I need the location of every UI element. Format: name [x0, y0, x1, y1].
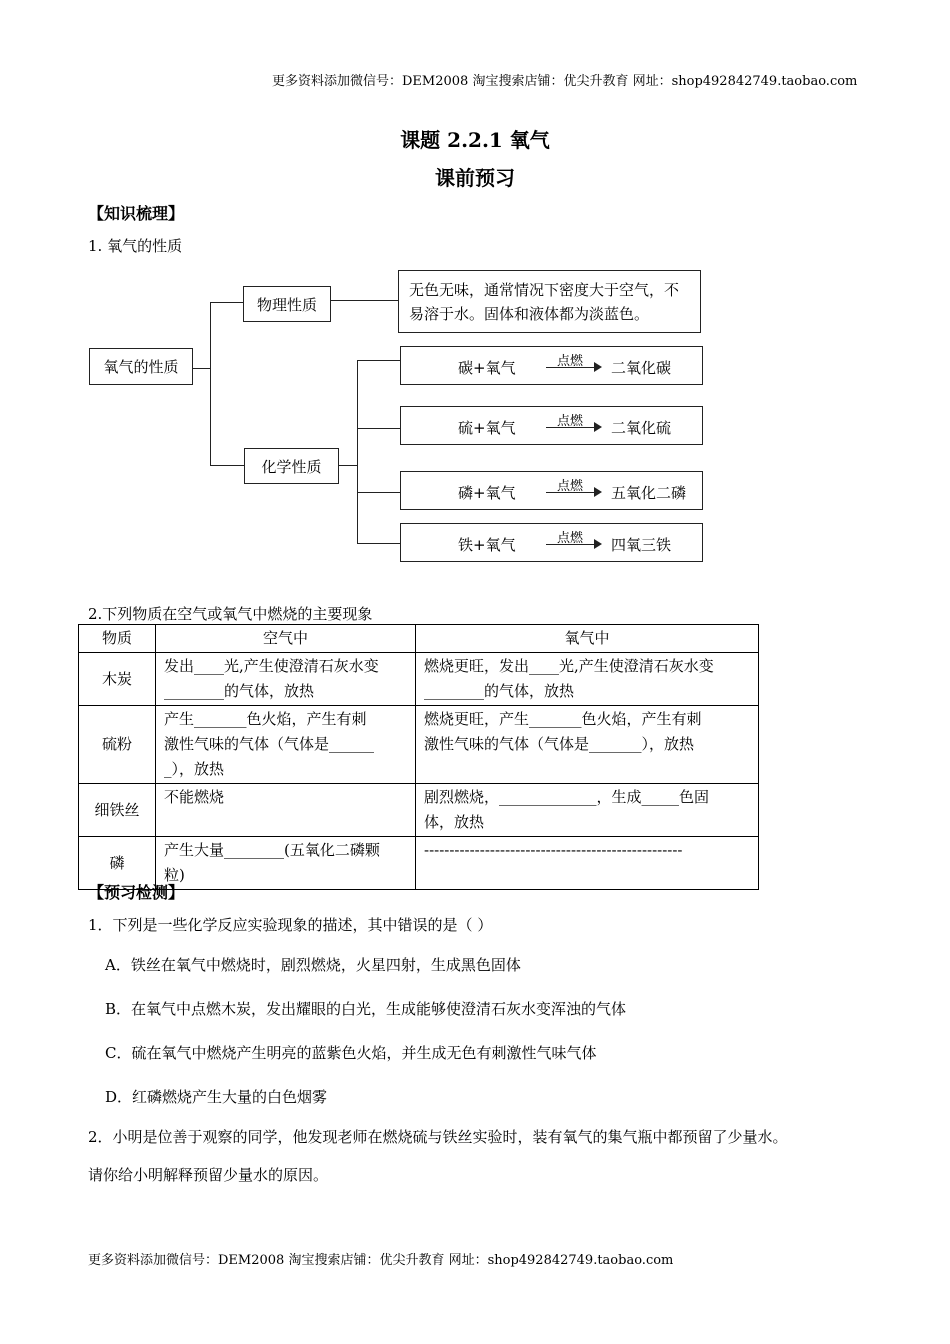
reaction-product: 五氧化二磷	[611, 484, 687, 502]
connector	[193, 368, 211, 369]
cell-line: 体，放热	[424, 813, 485, 831]
footer-note: 更多资料添加微信号：DEM2008 淘宝搜索店铺：优尖升教育 网址：shop492842749.taobao.com	[88, 1253, 674, 1268]
table-cell-air	[156, 784, 416, 837]
table-cell-air	[156, 837, 416, 890]
table-cell-substance: 木炭	[79, 653, 156, 706]
cell-line: _），放热	[164, 760, 225, 778]
cell-line: ________的气体，放热	[164, 682, 315, 700]
table-cell-oxygen	[416, 784, 759, 837]
table-cell-air	[156, 706, 416, 784]
cell-line: 发出____光,产生使澄清石灰水变	[164, 657, 379, 675]
cell-line: ________的气体，放热	[424, 682, 575, 700]
connector	[210, 302, 244, 303]
table-cell-air	[156, 653, 416, 706]
page-subtitle: 课前预习	[435, 166, 515, 190]
arrow-icon	[546, 492, 598, 493]
table-header: 空气中	[156, 625, 416, 653]
reaction-condition: 点燃	[557, 354, 584, 369]
cell-line: 燃烧更旺，产生_______色火焰，产生有刺	[424, 710, 702, 728]
item-2-label: 2.下列物质在空气或氧气中燃烧的主要现象	[88, 605, 373, 623]
knowledge-heading: 【知识梳理】	[88, 204, 185, 223]
table-header: 氧气中	[416, 625, 759, 653]
connector	[357, 428, 400, 429]
reaction-iron	[400, 523, 703, 562]
chemical-box	[244, 448, 339, 484]
connector	[357, 360, 400, 361]
reaction-condition: 点燃	[557, 479, 584, 494]
cell-line: ---------------------------------------------------	[424, 841, 683, 859]
check-heading: 【预习检测】	[88, 883, 185, 902]
reaction-product: 二氧化硫	[611, 419, 672, 437]
cell-line: 产生_______色火焰，产生有刺	[164, 710, 367, 728]
connector	[210, 302, 211, 466]
table-cell-substance: 磷	[79, 837, 156, 890]
connector	[357, 543, 400, 544]
reaction-reactants: 磷+氧气	[458, 484, 516, 502]
table-row	[79, 706, 759, 784]
root-label: 氧气的性质	[103, 358, 179, 376]
cell-line: 不能燃烧	[164, 788, 225, 806]
table-cell-substance: 细铁丝	[79, 784, 156, 837]
cell-line: 激性气味的气体（气体是______	[164, 735, 375, 753]
physical-desc-box	[398, 270, 701, 333]
page-title: 课题 2.2.1 氧气	[400, 128, 550, 152]
table-cell-oxygen	[416, 706, 759, 784]
table-header-row	[79, 625, 759, 653]
cell-line: 燃烧更旺，发出____光,产生使澄清石灰水变	[424, 657, 714, 675]
reaction-phosphorus	[400, 471, 703, 510]
cell-line: 剧烈燃烧，_____________，生成_____色固	[424, 788, 710, 806]
table-header: 物质	[79, 625, 156, 653]
table-row	[79, 784, 759, 837]
physical-box	[243, 286, 331, 322]
arrowhead-icon	[594, 362, 602, 372]
question-2-line: 请你给小明解释预留少量水的原因。	[88, 1166, 329, 1184]
header-note: 更多资料添加微信号：DEM2008 淘宝搜索店铺：优尖升教育 网址：shop492842749.taobao.com	[272, 74, 858, 89]
physical-desc-line: 易溶于水。固体和液体都为淡蓝色。	[409, 305, 650, 323]
option-c: C．硫在氧气中燃烧产生明亮的蓝紫色火焰，并生成无色有刺激性气味气体	[105, 1044, 597, 1062]
chemical-label: 化学性质	[261, 457, 322, 476]
reaction-sulfur	[400, 406, 703, 445]
reaction-carbon	[400, 346, 703, 385]
physical-desc-line: 无色无味，通常情况下密度大于空气，不	[409, 281, 680, 299]
combustion-table	[78, 624, 759, 890]
cell-line: 激性气味的气体（气体是_______），放热	[424, 735, 695, 753]
connector	[210, 465, 244, 466]
reaction-reactants: 铁+氧气	[458, 536, 516, 554]
reaction-condition: 点燃	[557, 414, 584, 429]
question-1: 1．下列是一些化学反应实验现象的描述，其中错误的是（ ）	[88, 916, 493, 934]
option-d: D．红磷燃烧产生大量的白色烟雾	[105, 1088, 328, 1106]
reaction-product: 四氧三铁	[611, 536, 672, 554]
reaction-reactants: 硫+氧气	[458, 419, 516, 437]
connector	[357, 360, 358, 544]
connector	[339, 465, 358, 466]
arrowhead-icon	[594, 487, 602, 497]
table-cell-oxygen	[416, 837, 759, 890]
arrow-icon	[546, 367, 598, 368]
option-a: A．铁丝在氧气中燃烧时，剧烈燃烧，火星四射，生成黑色固体	[105, 956, 521, 974]
table-row	[79, 653, 759, 706]
reaction-reactants: 碳+氧气	[458, 359, 516, 377]
table-cell-substance: 硫粉	[79, 706, 156, 784]
arrow-icon	[546, 427, 598, 428]
connector	[331, 300, 399, 301]
option-b: B．在氧气中点燃木炭，发出耀眼的白光，生成能够使澄清石灰水变浑浊的气体	[105, 1000, 627, 1018]
arrowhead-icon	[594, 422, 602, 432]
reaction-product: 二氧化碳	[611, 359, 672, 377]
table-cell-oxygen	[416, 653, 759, 706]
question-2-line: 2．小明是位善于观察的同学，他发现老师在燃烧硫与铁丝实验时，装有氧气的集气瓶中都预留了少量水。	[88, 1128, 788, 1146]
item-1-label: 1. 氧气的性质	[88, 237, 183, 255]
root-box	[89, 348, 193, 385]
physical-label: 物理性质	[256, 295, 317, 314]
arrowhead-icon	[594, 539, 602, 549]
cell-line: 粒)	[164, 866, 185, 884]
arrow-icon	[546, 544, 598, 545]
reaction-condition: 点燃	[557, 531, 584, 546]
cell-line: 产生大量________(五氧化二磷颗	[164, 841, 380, 859]
connector	[357, 492, 400, 493]
